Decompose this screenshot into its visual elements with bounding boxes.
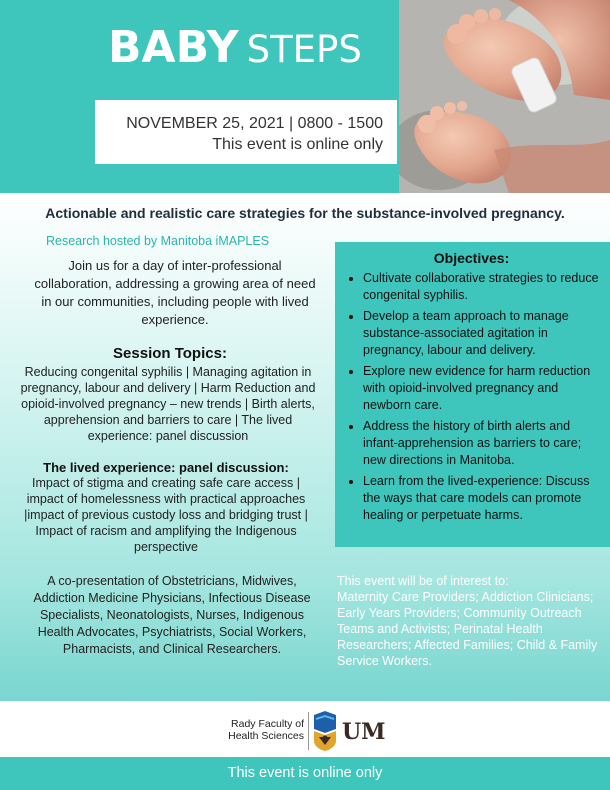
tagline: Actionable and realistic care strategies for the substance-involved pregnancy. bbox=[45, 205, 565, 221]
audience-text bbox=[337, 573, 605, 669]
objectives-box bbox=[335, 242, 610, 547]
objective-item: • Address the history of birth alerts and infant-apprehension as barriers to care; new directions in Manitoba. bbox=[363, 418, 600, 469]
lived-experience-body: Impact of stigma and creating safe care access | impact of homelessness with practical approaches |impact of previous custody loss and bridging trust | Impact of racism and amplifying the Indigenous perspective bbox=[24, 476, 308, 554]
lived-experience-heading: The lived experience: panel discussion: bbox=[43, 460, 289, 475]
objective-item: • Learn from the lived-experience: Discuss the ways that care models can promote healing or perpetuate harms. bbox=[363, 473, 600, 524]
bottom-online-note: This event is online only bbox=[227, 765, 383, 781]
faculty-line-2: Health Sciences bbox=[228, 730, 304, 742]
baby-feet-photo bbox=[399, 0, 610, 193]
audience-lead: This event will be of interest to: bbox=[337, 574, 509, 588]
logo-strip bbox=[0, 701, 610, 757]
online-note: This event is online only bbox=[212, 136, 383, 153]
copresentation-text: A co-presentation of Obstetricians, Midwives, Addiction Medicine Physicians, Infectious Disease Specialists, Neonatologists, Nurses, Indigenous Health Advocates, Psychiatrists, Social Workers, Pharmacists, and Clinical Researchers. bbox=[33, 574, 311, 656]
event-title bbox=[108, 22, 362, 73]
logo-divider bbox=[308, 712, 309, 750]
session-topics-heading: Session Topics: bbox=[113, 345, 227, 362]
objective-item: • Cultivate collaborative strategies to reduce congenital syphilis. bbox=[363, 270, 600, 304]
title-bold: BABY bbox=[108, 22, 239, 73]
session-topics-body: Reducing congenital syphilis | Managing agitation in pregnancy, labour and delivery | Harm Reduction and opioid-involved pregnancy – new trends | Birth alerts, apprehension and barriers to care | The lived experience: panel discussion bbox=[20, 365, 316, 443]
university-crest-icon bbox=[312, 711, 338, 751]
objectives-list bbox=[343, 270, 600, 524]
um-wordmark: UM bbox=[342, 719, 386, 745]
intro-text: Join us for a day of inter-professional collaboration, addressing a growing area of need in our communities, including people with lived experience. bbox=[34, 258, 316, 327]
baby-feet-illustration bbox=[399, 0, 610, 193]
event-date: NOVEMBER 25, 2021 | 0800 - 1500 bbox=[126, 115, 383, 132]
faculty-name bbox=[222, 718, 304, 742]
research-credit: Research hosted by Manitoba iMAPLES bbox=[46, 234, 270, 248]
title-light: STEPS bbox=[246, 28, 362, 71]
bottom-banner bbox=[0, 757, 610, 790]
objective-item: • Develop a team approach to manage substance-associated agitation in pregnancy, labour and delivery. bbox=[363, 308, 600, 359]
objective-item: • Explore new evidence for harm reduction with opioid-involved pregnancy and newborn care. bbox=[363, 363, 600, 414]
audience-list: Maternity Care Providers; Addiction Clinicians; Early Years Providers; Community Outreach Teams and Activists; Perinatal Health Researchers; Affected Families; Child & Family Service Workers. bbox=[337, 590, 598, 668]
date-box bbox=[95, 100, 397, 164]
faculty-line-1: Rady Faculty of bbox=[231, 718, 304, 730]
objectives-heading: Objectives: bbox=[433, 250, 510, 266]
